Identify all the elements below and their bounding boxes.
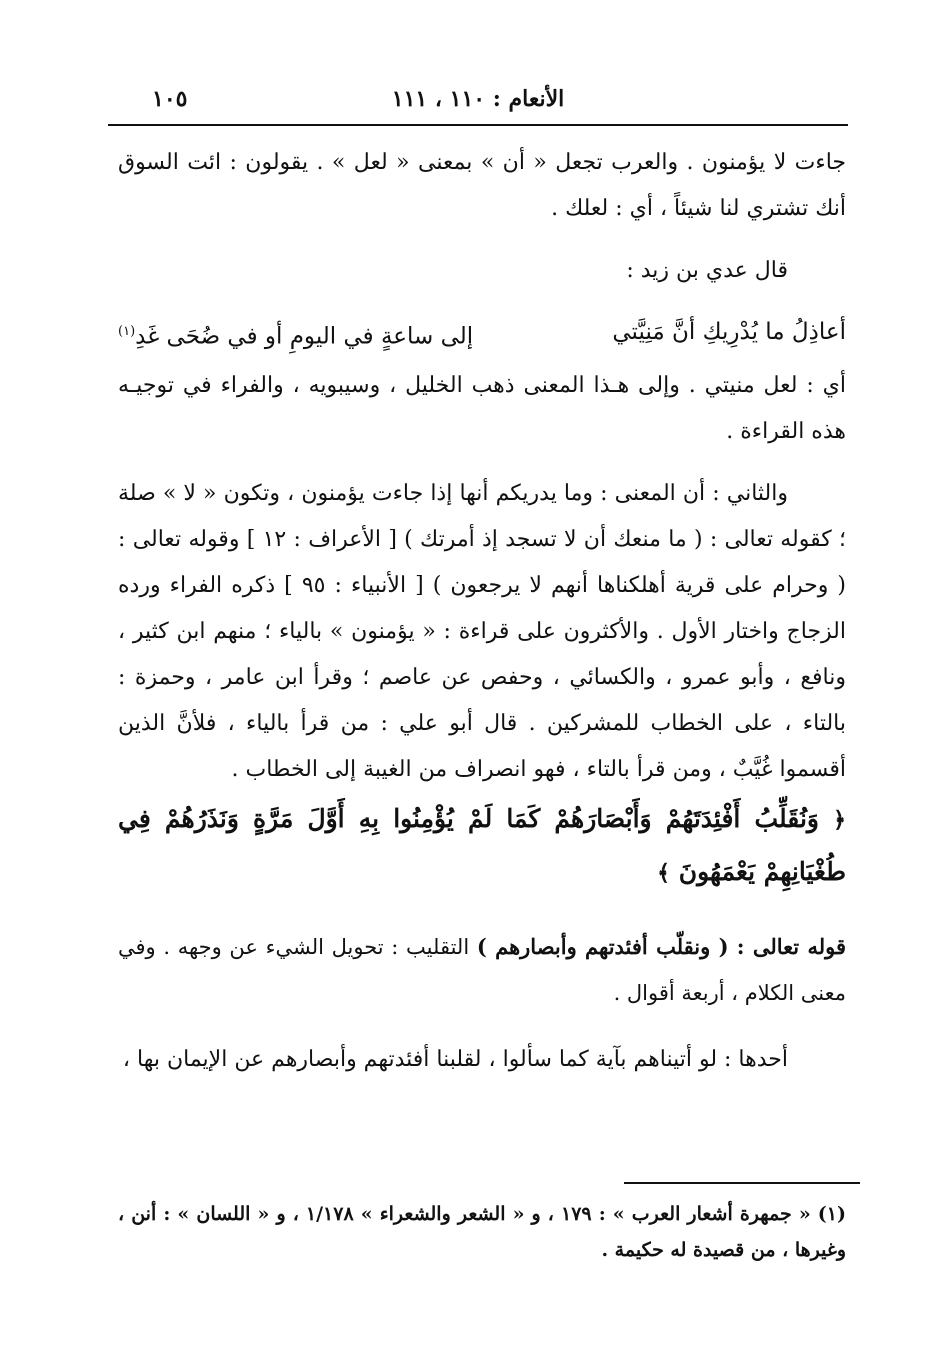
- page-number: ١٠٥: [152, 86, 188, 112]
- paragraph-6: أحدها : لو أتيناهم بآية كما سألوا ، لقلبنا أفئدتهم وأبصارهم عن الإيمان بها ،: [122, 1046, 788, 1072]
- poem-verse: [118, 306, 846, 363]
- main-text: [118, 140, 846, 1083]
- verse-close-bracket: ﴾: [657, 859, 671, 886]
- footnote-marker: (١): [118, 324, 136, 339]
- footnote-rule: [624, 1182, 860, 1184]
- poem-intro: قال عدي بن زيد :: [626, 258, 788, 283]
- paragraph-1: جاءت لا يؤمنون . والعرب تجعل « أن » بمعنى « لعل » . يقولون : ائت السوق أنك تشتري لنا شيئاً ، أي : لعلك .: [118, 150, 846, 221]
- paragraph-5: [118, 924, 846, 1016]
- poem-second-hemistich-text: إلى ساعةٍ في اليومِ أو في ضُحَى غَدِ: [135, 323, 474, 350]
- quran-verse: [118, 793, 846, 899]
- poem-second-hemistich: [118, 306, 473, 363]
- paragraph-4: والثاني : أن المعنى : وما يدريكم أنها إذا جاءت يؤمنون ، وتكون « لا » صلة ؛ كقوله تعالى : ( ما منعك أن لا تسجد إذ أمرتك ) [ الأعراف : ١٢ ] وقوله تعالى : ( وحرام على قرية أهلكناها أنهم لا يرجعون ) [ الأنبياء : ٩٥ ] ذكره الفراء ورده الزجاج واختار الأول . والأكثرون على قراءة : « يؤمنون » بالياء ؛ منهم ابن كثير ، ونافع ، وأبو عمرو ، والكسائي ، وحفص عن عاصم ؛ وقرأ ابن عامر ، وحمزة : بالتاء ، على الخطاب للمشركين . قال أبو علي : من قرأ بالياء ، فلأنَّ الذين أقسموا غُيَّبٌ ، ومن قرأ بالتاء ، فهو انصراف من الغيبة إلى الخطاب .: [118, 480, 847, 782]
- poem-first-hemistich: أعاذِلُ ما يُدْرِيكِ أنَّ مَنِيَّتي: [612, 319, 846, 345]
- running-title: الأنعام : ١١٠ ، ١١١: [391, 86, 565, 112]
- header-rule: [108, 124, 848, 126]
- paragraph-3: أي : لعل منيتي . وإلى هـذا المعنى ذهب الخليل ، وسيبويه ، والفراء في توجيـه هذه القراءة .: [118, 372, 846, 444]
- verse-open-bracket: ﴿: [833, 806, 846, 833]
- footnote: (١) « جمهرة أشعار العرب » : ١٧٩ ، و « الشعر والشعراء » ١/١٧٨ ، و « اللسان » : أنن ، وغيرها ، من قصيدة له حكيمة .: [118, 1203, 846, 1261]
- page-header: [108, 78, 848, 118]
- verse-reference: قوله تعالى : ( ونقلّب أفئدتهم وأبصارهم ): [476, 933, 846, 959]
- paragraph-5-text: التقليب : تحويل الشيء عن وجهه . وفي معنى الكلام ، أربعة أقوال .: [118, 934, 846, 1005]
- verse-text: وَنُقَلِّبُ أَفْئِدَتَهُمْ وَأَبْصَارَهُمْ كَمَا لَمْ يُؤْمِنُوا بِهِ أَوَّلَ مَرَّةٍ وَنَذَرُهُمْ فِي طُغْيَانِهِمْ يَعْمَهُونَ: [118, 803, 846, 886]
